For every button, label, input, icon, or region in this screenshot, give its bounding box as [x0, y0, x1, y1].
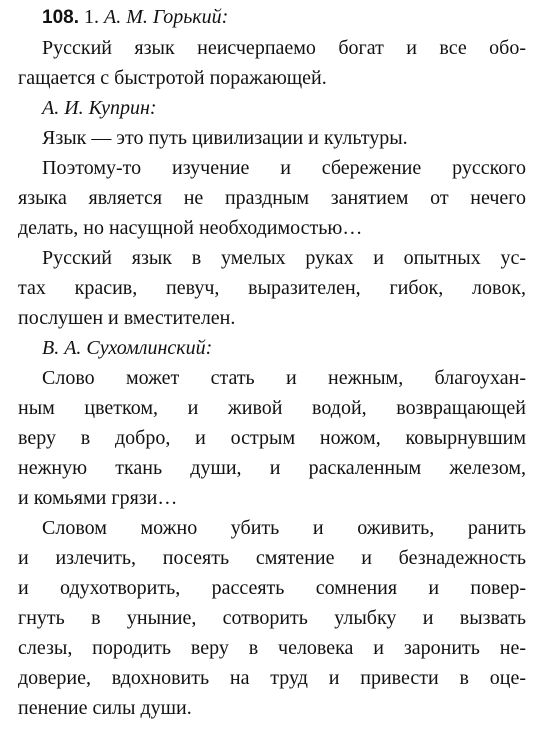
author-kuprin: А. И. Куприн:	[42, 97, 157, 119]
text-line: веру в добро, и острым ножом, ковырнувшим	[18, 427, 526, 449]
text-line: и излечить, посеять смятение и безнадежность	[18, 547, 526, 569]
text-line: тах красив, певуч, выразителен, гибок, ловок,	[18, 277, 526, 299]
text-line: языка является не праздным занятием от нечего	[18, 187, 526, 209]
kuprin-quote-2	[18, 153, 526, 243]
text-line: послушен и вместителен.	[18, 307, 236, 329]
exercise-heading	[42, 2, 526, 33]
item-number: 1.	[83, 6, 99, 28]
text-line: нежную ткань души, и раскаленным железом,	[18, 457, 526, 479]
text-line: Русский язык неисчерпаемо богат и все обо-	[42, 37, 526, 59]
text-line: пенение силы души.	[18, 697, 192, 719]
text-line: Поэтому-то изучение и сбережение русского	[42, 157, 526, 179]
text-line: делать, но насущной необходимостью…	[18, 217, 363, 239]
text-line: и комьями грязи…	[18, 487, 178, 509]
sukhomlinsky-quote-2	[18, 513, 526, 723]
sukhomlinsky-quote-1	[18, 363, 526, 513]
text-line: гащается с быстротой поражающей.	[18, 67, 327, 89]
text-line: Русский язык в умелых руках и опытных ус-	[42, 247, 526, 269]
author-sukhomlinsky: В. А. Сухомлинский:	[42, 337, 213, 359]
author-gorky: А. М. Горький:	[103, 6, 229, 28]
text-line: Словом можно убить и оживить, ранить	[42, 517, 526, 539]
kuprin-quote-3	[18, 243, 526, 333]
text-line: и одухотворить, рассеять сомнения и повер-	[18, 577, 526, 599]
text-line: гнуть в уныние, сотворить улыбку и вызвать	[18, 607, 526, 629]
text-line: Язык — это путь цивилизации и культуры.	[42, 127, 408, 149]
text-line: Слово может стать и нежным, благоухан-	[42, 367, 526, 389]
text-line: доверие, вдохновить на труд и привести в оце-	[18, 667, 526, 689]
exercise-number: 108.	[42, 7, 79, 28]
kuprin-quote-1	[18, 123, 526, 153]
text-line: слезы, породить веру в человека и заронить не-	[18, 637, 526, 659]
gorky-quote	[18, 33, 526, 93]
text-line: ным цветком, и живой водой, возвращающей	[18, 397, 526, 419]
